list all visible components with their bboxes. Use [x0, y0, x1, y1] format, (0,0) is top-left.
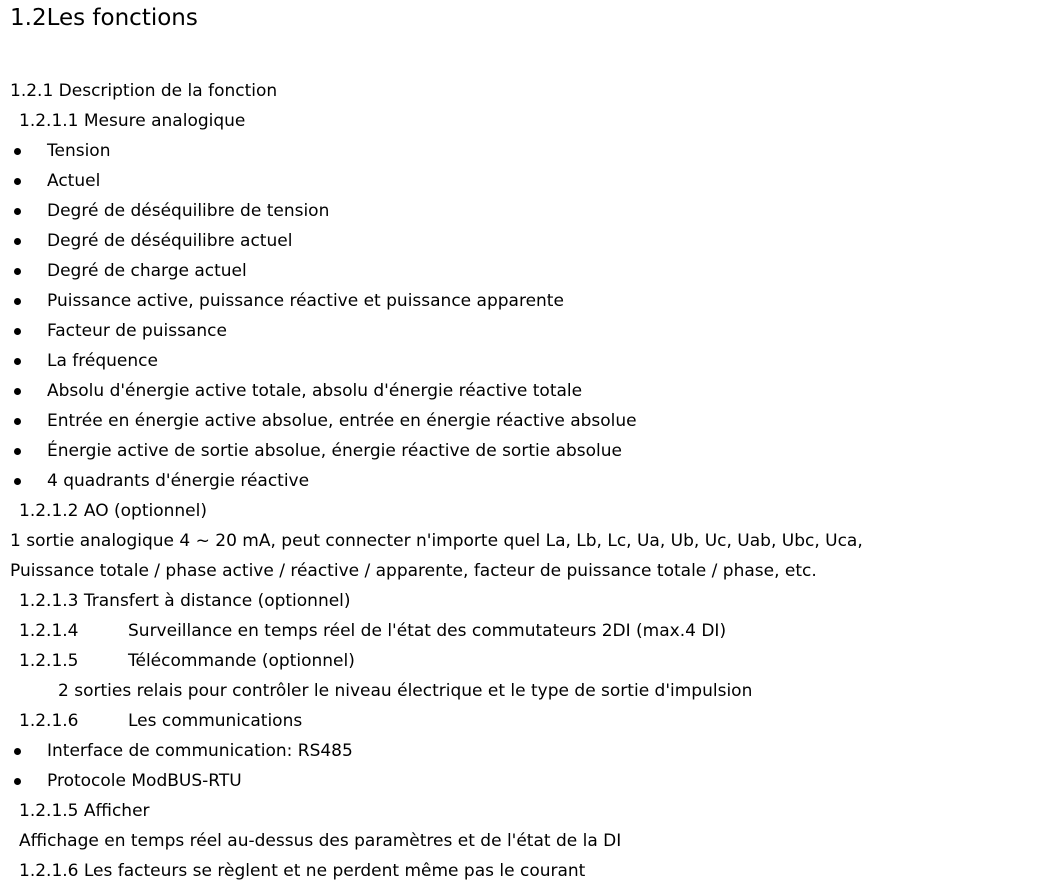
section-display-heading: 1.2.1.5 Afficher — [19, 801, 150, 821]
section-1-2-1-5-text: Télécommande (optionnel) — [128, 651, 355, 671]
bullet-icon — [14, 208, 21, 215]
bullet-icon — [14, 748, 21, 755]
list-item: Degré de déséquilibre de tension — [47, 201, 330, 221]
section-1-2-1-2-heading: 1.2.1.2 AO (optionnel) — [19, 501, 207, 521]
list-item: Degré de charge actuel — [47, 261, 247, 281]
list-item: Puissance active, puissance réactive et puissance apparente — [47, 291, 564, 311]
bullet-icon — [14, 148, 21, 155]
section-1-2-1-4-number: 1.2.1.4 — [19, 621, 79, 641]
page-title: 1.2Les fonctions — [10, 5, 198, 31]
ao-description-line-2: Puissance totale / phase active / réactive / apparente, facteur de puissance totale / phase, etc. — [10, 561, 817, 581]
relay-description: 2 sorties relais pour contrôler le niveau électrique et le type de sortie d'impulsion — [58, 681, 753, 701]
section-1-2-1-3-heading: 1.2.1.3 Transfert à distance (optionnel) — [19, 591, 351, 611]
bullet-icon — [14, 268, 21, 275]
list-item: Facteur de puissance — [47, 321, 227, 341]
section-1-2-1-6-number: 1.2.1.6 — [19, 711, 79, 731]
list-item: 4 quadrants d'énergie réactive — [47, 471, 310, 491]
section-1-2-1-6-text: Les communications — [128, 711, 303, 731]
bullet-icon — [14, 418, 21, 425]
display-description: Affichage en temps réel au-dessus des paramètres et de l'état de la DI — [19, 831, 622, 851]
section-1-2-1-1-heading: 1.2.1.1 Mesure analogique — [19, 111, 246, 131]
list-item: La fréquence — [47, 351, 158, 371]
list-item: Protocole ModBUS-RTU — [47, 771, 242, 791]
list-item: Actuel — [47, 171, 101, 191]
bullet-icon — [14, 358, 21, 365]
section-factors-heading: 1.2.1.6 Les facteurs se règlent et ne perdent même pas le courant — [19, 861, 586, 881]
bullet-icon — [14, 478, 21, 485]
bullet-icon — [14, 298, 21, 305]
bullet-icon — [14, 178, 21, 185]
bullet-icon — [14, 778, 21, 785]
list-item: Degré de déséquilibre actuel — [47, 231, 293, 251]
bullet-icon — [14, 328, 21, 335]
section-1-2-1-4-text: Surveillance en temps réel de l'état des commutateurs 2DI (max.4 DI) — [128, 621, 727, 641]
list-item: Absolu d'énergie active totale, absolu d'énergie réactive totale — [47, 381, 583, 401]
bullet-icon — [14, 388, 21, 395]
ao-description-line-1: 1 sortie analogique 4 ~ 20 mA, peut connecter n'importe quel La, Lb, Lc, Ua, Ub, Uc, Uab, Ubc, Uca, — [10, 531, 863, 551]
list-item: Interface de communication: RS485 — [47, 741, 353, 761]
section-1-2-1-5-number: 1.2.1.5 — [19, 651, 79, 671]
bullet-icon — [14, 448, 21, 455]
list-item: Tension — [47, 141, 111, 161]
section-1-2-1-heading: 1.2.1 Description de la fonction — [10, 81, 278, 101]
list-item: Entrée en énergie active absolue, entrée en énergie réactive absolue — [47, 411, 637, 431]
bullet-icon — [14, 238, 21, 245]
list-item: Énergie active de sortie absolue, énergie réactive de sortie absolue — [47, 441, 622, 461]
